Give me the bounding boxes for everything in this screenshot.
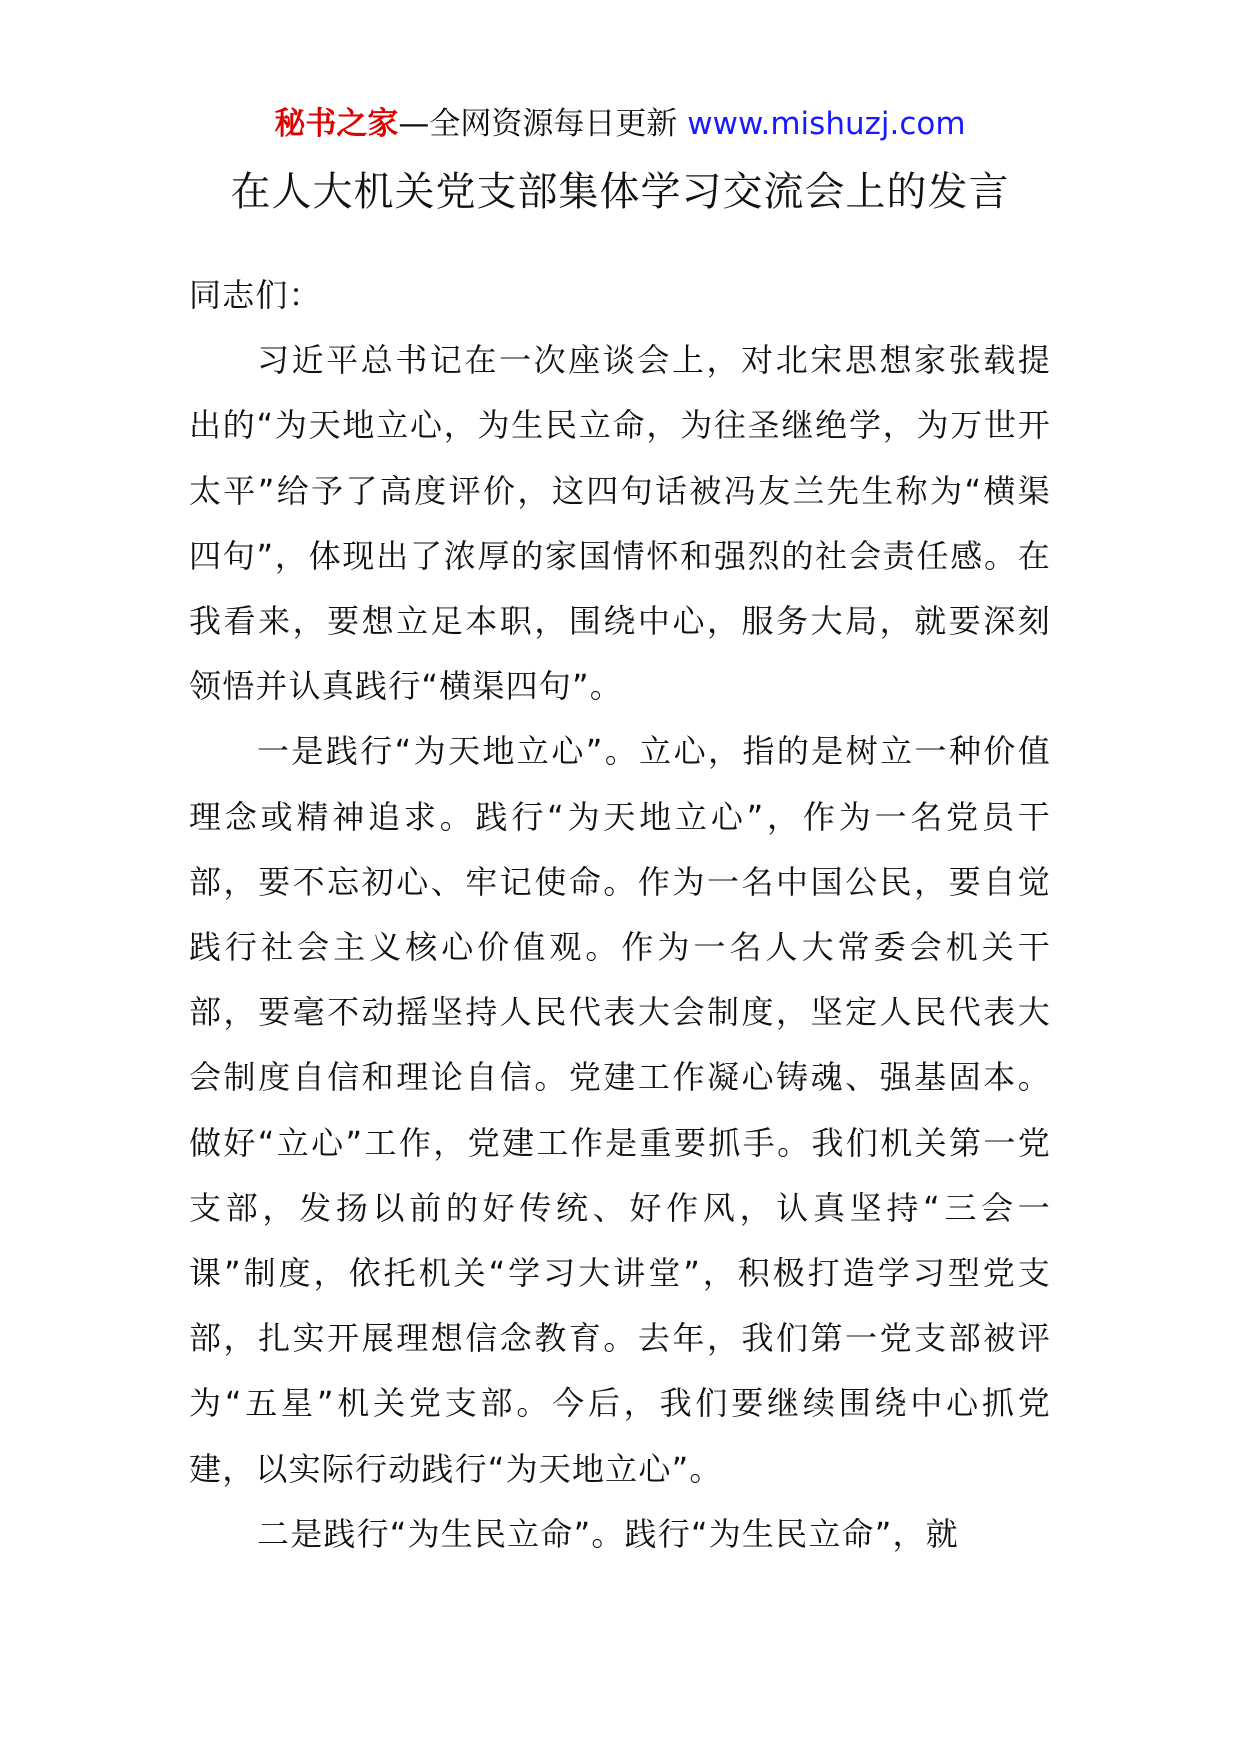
site-name: 秘书之家 bbox=[274, 106, 399, 142]
paragraph-point-one: 一是践行“为天地立心”。立心，指的是树立一种价值理念或精神追求。践行“为天地立心”，作为一名党员干部，要不忘初心、牢记使命。作为一名中国公民，要自觉践行社会主义核心价值观。作为一名人大常委会机关干部，要毫不动摇坚持人民代表大会制度，坚定人民代表大会制度自信和理论自信。党建工作凝心铸魂、强基固本。做好“立心”工作，党建工作是重要抓手。我们机关第一党支部，发扬以前的好传统、好作风，认真坚持“三会一课”制度，依托机关“学习大讲堂”，积极打造学习型党支部，扎实开展理想信念教育。去年，我们第一党支部被评为“五星”机关党支部。今后，我们要继续围绕中心抓党建，以实际行动践行“为天地立心”。 bbox=[189, 732, 1051, 1488]
site-slogan: —全网资源每日更新 bbox=[398, 106, 688, 142]
salutation: 同志们： bbox=[189, 276, 322, 314]
document-body bbox=[189, 263, 1051, 1567]
paragraph-point-two: 二是践行“为生民立命”。践行“为生民立命”，就 bbox=[257, 1514, 959, 1553]
site-url-link[interactable]: www.mishuzj.com bbox=[687, 106, 966, 142]
paragraph-intro: 习近平总书记在一次座谈会上，对北宋思想家张载提出的“为天地立心，为生民立命，为往圣继绝学，为万世开太平”给予了高度评价，这四句话被冯友兰先生称为“横渠四句”，体现出了浓厚的家国情怀和强烈的社会责任感。在我看来，要想立足本职，围绕中心，服务大局，就要深刻领悟并认真践行“横渠四句”。 bbox=[189, 341, 1051, 706]
site-header bbox=[0, 104, 1240, 144]
document-title: 在人大机关党支部集体学习交流会上的发言 bbox=[230, 169, 1010, 215]
